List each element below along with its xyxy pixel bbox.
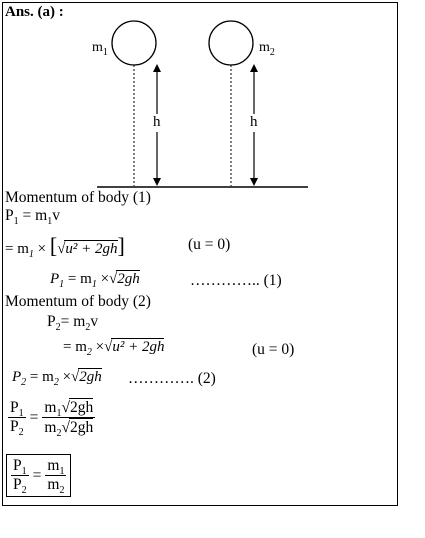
body-1-circle (112, 21, 156, 65)
p1-result: $P_1 = m_1 \times√2gh$ (50, 271, 140, 290)
condition-u-zero-2: (u = 0) (252, 341, 295, 358)
momentum-ratio: $\frac{P_1}{P_2}$ = $\frac{m_1√2gh}{m_2√2gh}$ (10, 399, 94, 440)
final-result-box: $\frac{P_1}{P_2}$ = $\frac{m_1}{m_2}$ (6, 454, 71, 497)
mass-2-label: $m_2$ (259, 40, 275, 58)
momentum-body-2-heading: Momentum of body (2) (5, 293, 151, 310)
height-1-label: h (153, 114, 161, 130)
p1-expression-1: = $m_1 \times [√u^2 + 2gh]$ (5, 233, 125, 260)
h2-arrow-bottom (250, 178, 258, 186)
equation-1-marker: ………….. (1) (190, 272, 282, 289)
falling-bodies-diagram (0, 0, 425, 200)
height-2-label: h (250, 114, 258, 130)
h1-arrow-top (153, 64, 161, 72)
condition-u-zero-1: (u = 0) (188, 236, 231, 253)
p2-result: $P_2 = m_2 \times√2gh$ (12, 369, 102, 388)
momentum-body-1-heading: Momentum of body (1) (5, 189, 151, 206)
p1-definition: $P_1 = m_1v$ (5, 207, 60, 228)
p2-definition: $P_2= m_2v$ (47, 313, 99, 334)
equation-2-marker: …………. (2) (128, 370, 216, 387)
h1-arrow-bottom (153, 178, 161, 186)
p2-expression-1: = $m_2 \times√u^2 + 2gh$ (63, 339, 165, 358)
body-2-circle (209, 21, 253, 65)
answer-title: Ans. (a) : (5, 4, 64, 20)
mass-1-label: $m_1$ (92, 40, 108, 58)
h2-arrow-top (250, 64, 258, 72)
